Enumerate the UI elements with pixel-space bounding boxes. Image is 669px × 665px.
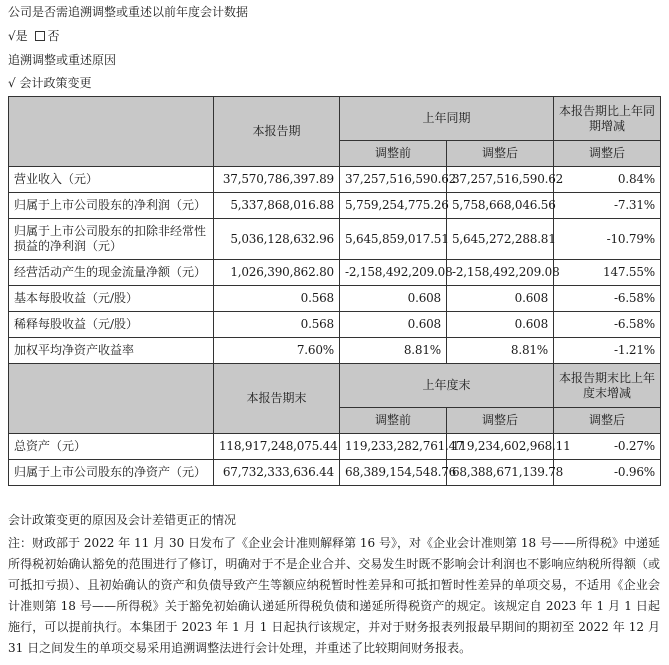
row-label: 总资产（元）	[9, 434, 214, 460]
before-value: 68,389,154,548.76	[340, 460, 447, 486]
header-prior-year-end: 上年度末	[340, 364, 554, 408]
header-change: 本报告期比上年同期增减	[554, 97, 661, 141]
change-value: -7.31%	[554, 193, 661, 219]
current-value: 0.568	[214, 286, 340, 312]
before-value: 37,257,516,590.62	[340, 167, 447, 193]
current-value: 37,570,786,397.89	[214, 167, 340, 193]
after-value: 8.81%	[447, 338, 554, 364]
header-after-adjustment: 调整后	[447, 408, 554, 434]
row-label: 营业收入（元）	[9, 167, 214, 193]
table-row	[9, 460, 661, 486]
header-before-adjustment: 调整前	[340, 408, 447, 434]
key-financials-table	[8, 96, 661, 486]
change-value: -6.58%	[554, 286, 661, 312]
after-value: 68,388,671,139.78	[447, 460, 554, 486]
row-label: 基本每股收益（元/股）	[9, 286, 214, 312]
current-value: 118,917,248,075.44	[214, 434, 340, 460]
after-value: 5,758,668,046.56	[447, 193, 554, 219]
current-value: 5,337,868,016.88	[214, 193, 340, 219]
current-value: 7.60%	[214, 338, 340, 364]
change-value: 0.84%	[554, 167, 661, 193]
check-mark-icon: √	[8, 76, 16, 90]
yes-no-choice	[8, 28, 60, 44]
header-empty-cell	[9, 364, 214, 434]
header-before-adjustment: 调整前	[340, 141, 447, 167]
row-label: 归属于上市公司股东的净资产（元）	[9, 460, 214, 486]
yes-label: 是	[15, 29, 28, 43]
change-value: -0.27%	[554, 434, 661, 460]
no-label: 否	[47, 29, 60, 43]
change-value: -1.21%	[554, 338, 661, 364]
note-title: 会计政策变更的原因及会计差错更正的情况	[8, 513, 237, 527]
after-value: 0.608	[447, 312, 554, 338]
header-prior-period: 上年同期	[340, 97, 554, 141]
header-after-adjustment: 调整后	[447, 141, 554, 167]
note-text: 注：财政部于 2022 年 11 月 30 日发布了《企业会计准则解释第 16 号》，对《企业会计准则第 18 号——所得税》中递延所得税初始确认豁免的范围进行了修订，明确对于不是企业合并、交易发生时既不影响会计利润也不影响应纳税所得额（或可抵扣亏损）、且初始确认的资产和负债导致产生等额应纳税暂时性差异和可抵扣暂时性差异的单项交易，不适用《企业会计准则第 18 号——所得税》关于豁免初始确认递延所得税负债和递延所得税资产的规定。该规定自 2023 年 1 月 1 日起施行，可以提前执行。本集团于 2023 年 1 月 1 日起执行该规定，并对于财务报表列报最早期间的期初至 2022 年 12 月 31 日之间发生的单项交易采用追溯调整法进行会计处理，并重述了比较期间财务报表。	[8, 536, 660, 655]
before-value: 0.608	[340, 286, 447, 312]
after-value: -2,158,492,209.08	[447, 260, 554, 286]
change-value: -6.58%	[554, 312, 661, 338]
current-value: 0.568	[214, 312, 340, 338]
row-label: 归属于上市公司股东的净利润（元）	[9, 193, 214, 219]
after-value: 5,645,272,288.81	[447, 219, 554, 260]
change-value: -10.79%	[554, 219, 661, 260]
change-value: -0.96%	[554, 460, 661, 486]
check-mark-icon: √	[8, 29, 16, 43]
table-row	[9, 434, 661, 460]
header-current-period-end: 本报告期末	[214, 364, 340, 434]
table-row	[9, 193, 661, 219]
row-label: 归属于上市公司股东的扣除非经常性损益的净利润（元）	[9, 219, 214, 260]
table-row	[9, 286, 661, 312]
after-value: 0.608	[447, 286, 554, 312]
table-row	[9, 312, 661, 338]
current-value: 67,732,333,636.44	[214, 460, 340, 486]
before-value: 119,233,282,761.47	[340, 434, 447, 460]
header-current-period: 本报告期	[214, 97, 340, 167]
table-row	[9, 167, 661, 193]
table-row	[9, 219, 661, 260]
header-empty-cell	[9, 97, 214, 167]
restatement-question: 公司是否需追溯调整或重述以前年度会计数据	[8, 5, 249, 19]
restatement-reason-title: 追溯调整或重述原因	[8, 53, 117, 67]
empty-checkbox-icon	[35, 31, 45, 41]
current-value: 1,026,390,862.80	[214, 260, 340, 286]
header-change-after-adjustment: 调整后	[554, 141, 661, 167]
current-value: 5,036,128,632.96	[214, 219, 340, 260]
header-change-after-adjustment: 调整后	[554, 408, 661, 434]
before-value: 0.608	[340, 312, 447, 338]
before-value: 8.81%	[340, 338, 447, 364]
after-value: 37,257,516,590.62	[447, 167, 554, 193]
before-value: -2,158,492,209.08	[340, 260, 447, 286]
restatement-reason-value: 会计政策变更	[19, 76, 92, 90]
header-change: 本报告期末比上年度末增减	[554, 364, 661, 408]
row-label: 经营活动产生的现金流量净额（元）	[9, 260, 214, 286]
table-row	[9, 260, 661, 286]
before-value: 5,645,859,017.51	[340, 219, 447, 260]
before-value: 5,759,254,775.26	[340, 193, 447, 219]
row-label: 加权平均净资产收益率	[9, 338, 214, 364]
restatement-reason	[8, 75, 92, 91]
row-label: 稀释每股收益（元/股）	[9, 312, 214, 338]
change-value: 147.55%	[554, 260, 661, 286]
table-row	[9, 338, 661, 364]
after-value: 119,234,602,968.11	[447, 434, 554, 460]
